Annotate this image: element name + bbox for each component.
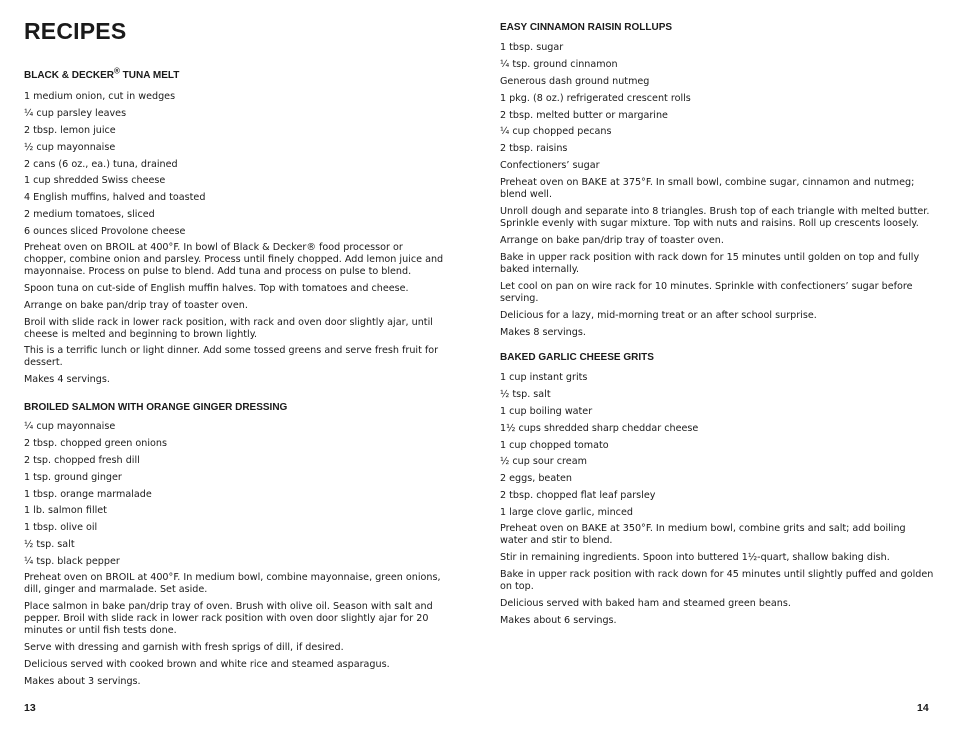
instruction-step: Bake in upper rack position with rack down for 15 minutes until golden on top and fully baked internally. [500, 252, 920, 275]
instruction-step: Bake in upper rack position with rack down for 45 minutes until slightly puffed and golden on top. [500, 569, 934, 592]
ingredient: 1 tbsp. orange marmalade [24, 488, 152, 500]
ingredient: 1 pkg. (8 oz.) refrigerated crescent rolls [500, 92, 691, 104]
ingredient: ½ tsp. salt [500, 388, 551, 400]
instruction-step: Broil with slide rack in lower rack position, with rack and oven door slightly ajar, until cheese is melted and beginning to brown lightly. [24, 317, 433, 340]
ingredient: ½ cup mayonnaise [24, 141, 116, 153]
instructions [24, 572, 444, 688]
page-number-left: 13 [24, 702, 36, 714]
ingredient: ¼ cup mayonnaise [24, 421, 116, 432]
instruction-step: Makes about 3 servings. [24, 676, 141, 687]
ingredient: 2 tbsp. chopped green onions [24, 437, 167, 449]
page-number-right: 14 [917, 702, 929, 714]
ingredient: 1 lb. salmon fillet [24, 505, 107, 517]
instruction-step: Place salmon in bake pan/drip tray of oven. Brush with olive oil. Season with salt and pepper. Broil with slide rack in lower rack position with oven door slightly ajar for 20 minutes or until fish tests done. [24, 601, 433, 636]
ingredient: ½ cup sour cream [500, 456, 587, 468]
instruction-step: Makes 8 servings. [500, 327, 586, 338]
ingredient: 1 large clove garlic, minced [500, 507, 633, 519]
ingredient: 1 cup shredded Swiss cheese [24, 175, 166, 187]
instruction-step: This is a terrific lunch or light dinner. Add some tossed greens and serve fresh fruit for dessert. [24, 345, 439, 368]
instruction-step: Serve with dressing and garnish with fresh sprigs of dill, if desired. [24, 642, 344, 653]
ingredient: 2 eggs, beaten [500, 473, 572, 485]
ingredient: 1 cup boiling water [500, 405, 593, 417]
instruction-step: Makes about 6 servings. [500, 615, 617, 626]
ingredient: 1 cup instant grits [500, 372, 588, 383]
ingredient: 2 cans (6 oz., ea.) tuna, drained [24, 158, 178, 170]
instruction-step: Preheat oven on BROIL at 400°F. In bowl of Black & Decker® food processor or chopper, combine onion and parsley. Process until finely chopped. Add lemon juice and mayonnaise. Process on pulse to blend. Add tuna and process on pulse to blend. [24, 242, 444, 277]
recipe-title: EASY CINNAMON RAISIN ROLLUPS [500, 22, 673, 33]
recipe-title: BAKED GARLIC CHEESE GRITS [500, 352, 654, 363]
ingredient: 1 medium onion, cut in wedges [24, 91, 176, 102]
ingredient: 2 tbsp. raisins [500, 143, 568, 155]
instruction-step: Delicious for a lazy, mid-morning treat or an after school surprise. [500, 310, 817, 321]
ingredient: 1 tbsp. sugar [500, 42, 564, 53]
ingredient: ¼ cup parsley leaves [24, 107, 127, 119]
recipe-title: BLACK & DECKER® TUNA MELT [24, 66, 180, 81]
ingredient: 4 English muffins, halved and toasted [24, 192, 206, 204]
instruction-step: Delicious served with cooked brown and white rice and steamed asparagus. [24, 659, 390, 670]
registered-mark: ® [114, 66, 120, 76]
ingredient-list [24, 420, 167, 572]
ingredient: Generous dash ground nutmeg [500, 75, 650, 87]
instructions [500, 523, 936, 627]
page-title: RECIPES [24, 18, 127, 44]
ingredient: 2 tbsp. melted butter or margarine [500, 109, 668, 121]
instruction-step: Preheat oven on BAKE at 350°F. In medium bowl, combine grits and salt; add boiling water and stir to blend. [500, 523, 906, 546]
instructions [24, 242, 444, 386]
ingredient-list [500, 41, 691, 176]
ingredient: ¼ tsp. black pepper [24, 556, 120, 568]
instruction-step: Stir in remaining ingredients. Spoon into buttered 1½-quart, shallow baking dish. [500, 552, 890, 563]
ingredient: 2 tbsp. lemon juice [24, 124, 116, 136]
ingredient: ¼ cup chopped pecans [500, 126, 612, 138]
ingredient: Confectioners’ sugar [500, 160, 600, 172]
instructions [500, 177, 936, 339]
ingredient-list [24, 90, 205, 242]
instruction-step: Arrange on bake pan/drip tray of toaster oven. [24, 300, 248, 311]
ingredient: 1 tsp. ground ginger [24, 471, 122, 483]
instruction-step: Makes 4 servings. [24, 374, 110, 385]
ingredient: 2 tsp. chopped fresh dill [24, 454, 140, 466]
instruction-step: Arrange on bake pan/drip tray of toaster oven. [500, 235, 724, 246]
instruction-step: Spoon tuna on cut-side of English muffin halves. Top with tomatoes and cheese. [24, 283, 409, 294]
ingredient: 1 tbsp. olive oil [24, 522, 98, 534]
ingredient: 2 medium tomatoes, sliced [24, 209, 155, 221]
ingredient: 1 cup chopped tomato [500, 439, 609, 451]
instruction-step: Preheat oven on BROIL at 400°F. In medium bowl, combine mayonnaise, green onions, dill, ginger and marmalade. Set aside. [24, 572, 441, 595]
ingredient: ¼ tsp. ground cinnamon [500, 58, 618, 70]
instruction-step: Unroll dough and separate into 8 triangles. Brush top of each triangle with melted butter. Sprinkle evenly with sugar mixture. Top with nuts and raisins. Roll up crescents loosely. [500, 206, 930, 229]
ingredient: ½ tsp. salt [24, 539, 75, 551]
ingredient-list [500, 371, 698, 523]
ingredient: 2 tbsp. chopped flat leaf parsley [500, 490, 656, 502]
instruction-step: Delicious served with baked ham and steamed green beans. [500, 598, 791, 609]
instruction-step: Preheat oven on BAKE at 375°F. In small bowl, combine sugar, cinnamon and nutmeg; blend well. [500, 177, 915, 200]
instruction-step: Let cool on pan on wire rack for 10 minutes. Sprinkle with confectioners’ sugar before serving. [500, 281, 913, 304]
ingredient: 6 ounces sliced Provolone cheese [24, 226, 186, 238]
recipe-title: BROILED SALMON WITH ORANGE GINGER DRESSING [24, 402, 288, 413]
ingredient: 1½ cups shredded sharp cheddar cheese [500, 422, 699, 434]
